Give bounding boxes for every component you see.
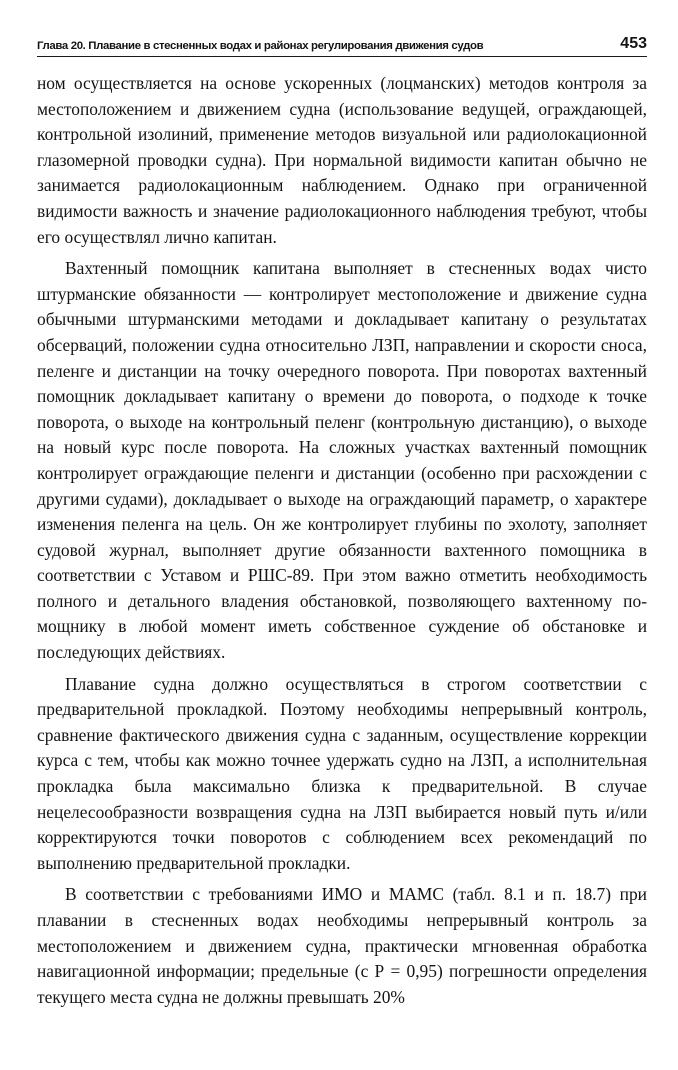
body-text [37, 71, 647, 1010]
paragraph-imo-requirements: В соответствии с требованиями ИМО и МАМС (табл. 8.1 и п. 18.7) при плавании в стесненных водах необходимы непрерывный контроль за местоположением и движением судна, практически мгновенная обработка навигационной информации; предельные (с Р = 0,95) погрешности определения текущего места судна не должны превышать 20% [37, 884, 647, 1007]
paragraph-watch-officer: Вахтенный помощник капитана выполняет в стесненных водах чисто штурманские обязанности — контролирует местоположение и движение судна обычными штурманскими методами и докладывает капитану о результатах обсерваций, положении судна относительно ЛЗП, направлении и скорости сноса, пеленге и дистанции на точку очередного поворота. При поворотах вахтенный помощник докладывает капитану о времени до поворота, о подходе к точке поворота, о выходе на контрольный пеленг (контрольную дистанцию), о выходе на новый курс после поворота. На сложных участках вахтенный помощник контролирует ограждающие пеленги и дистанции (особенно при расхождении с другими судами), докладывает о выходе на ограждающий параметр, о характере изменения пеленга на цель. Он же контролирует глубины по эхолоту, заполняет судовой журнал, выполняет другие обязанности вахтенного помощника в соответствии с Уставом и РШС-89. При этом важно отметить необходимость полного и детального владения обстановкой, позволяющего вахтенному помощнику в любой момент иметь собственное суждение об обстановке и последующих действиях. [37, 258, 647, 663]
page-number: 453 [620, 35, 647, 52]
paragraph-preliminary-plotting: Плавание судна должно осуществляться в строгом соответствии с предварительной прокладкой. Поэтому необходимы непрерывный контроль, сравнение фактического движения судна с заданным, осуществление коррекции курса с тем, чтобы как можно точнее удержать судно на ЛЗП, а исполнительная прокладка была максимально близка к предварительной. В случае нецелесообразности возвращения судна на ЛЗП выбирается новый путь и/или корректируются точки поворотов с соблюдением всех рекомендаций по выполнению предварительной прокладки. [37, 673, 647, 873]
paragraph-continuation: ном осуществляется на основе ускоренных (лоцманских) методов контроля за местоположением и движением судна (использование ведущей, ограждающей, контрольной изолиний, применение методов визуальной или радиолокационной глазомерной проводки судна). При нормальной видимости капитан обычно не занимается радиолокационным наблюдением. Однако при ограниченной видимости важность и значение радиолокационного наблюдения требуют, чтобы его осуществлял лично капитан. [37, 73, 647, 247]
book-page [37, 28, 647, 1048]
chapter-title: Глава 20. Плавание в стесненных водах и районах регулирования движения судов [37, 40, 484, 52]
running-header [37, 28, 647, 57]
